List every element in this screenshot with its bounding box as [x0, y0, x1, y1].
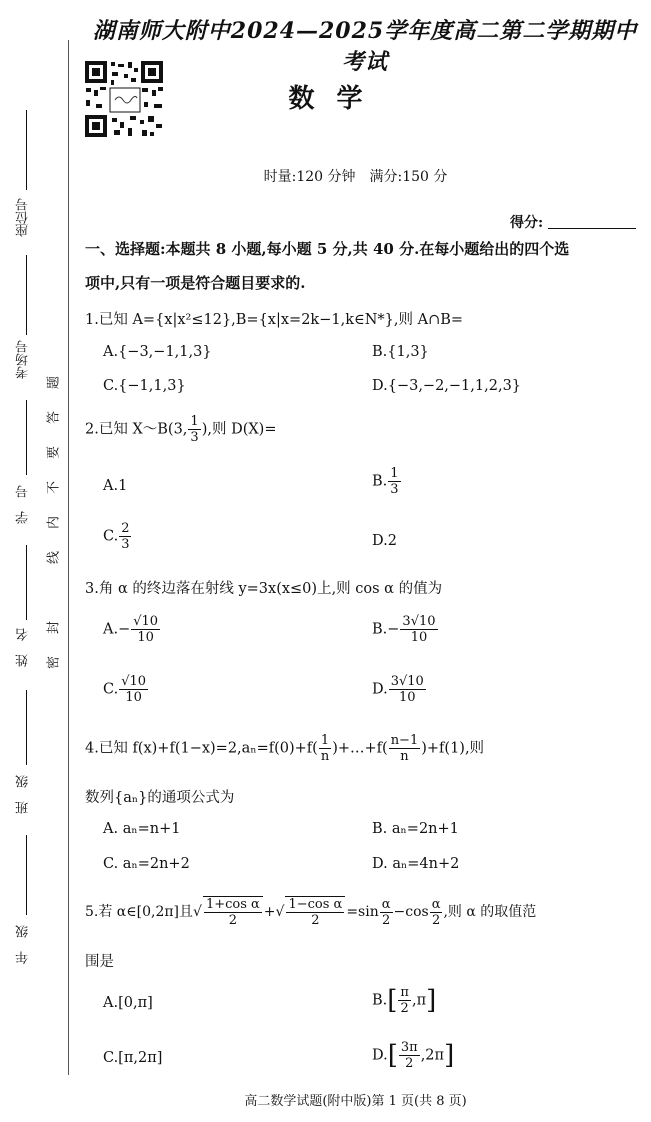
q1-option-a[interactable]: A.{−3,−1,1,3}	[103, 344, 212, 360]
question-4-line2: 数列{aₙ}的通项公式为	[85, 790, 235, 806]
q2-option-c[interactable]: C. $\frac{2}{3}$	[103, 521, 130, 552]
q2-option-a[interactable]: A.1	[103, 478, 128, 494]
q5-option-d[interactable]: D.[ $\frac{3\pi}{2}$ ,2π]	[372, 1040, 455, 1071]
page-footer: 高二数学试题(附中版)第 1 页(共 8 页)	[244, 1094, 467, 1109]
exam-title: 湖南师大附中2024—2025学年度高二第二学期期中考试	[92, 18, 638, 75]
q4-option-b[interactable]: B. aₙ=2n+1	[372, 821, 459, 837]
q5-option-b[interactable]: B.[ $\frac{\pi}{2}$ ,π]	[372, 985, 437, 1016]
q5-option-a[interactable]: A.[0,π]	[103, 995, 153, 1011]
seat-label: 座位号	[16, 198, 31, 237]
q3-option-d[interactable]: D. $\frac{3√10}{10}$	[372, 674, 424, 705]
q1-option-b[interactable]: B.{1,3}	[372, 344, 429, 360]
question-3-stem: 3.角 α 的终边落在射线 y=3x(x≤0)上,则 cos α 的值为	[85, 581, 443, 597]
student-id-label: 学 号	[16, 485, 31, 524]
name-blank	[26, 545, 28, 620]
room-blank	[26, 255, 28, 335]
q2-option-d[interactable]: D.2	[372, 533, 397, 549]
q3-option-b[interactable]: B.− $\frac{3√10}{10}$	[372, 614, 436, 645]
subject-title: 数学	[288, 84, 385, 114]
question-1-stem: 1.已知 A={x|x²≤12},B={x|x=2k−1,k∈N*},则 A∩B=	[85, 312, 464, 328]
question-2-stem: 2.已知 X～B(3, $\frac{1}{3}$ ),则 D(X)=	[85, 414, 277, 445]
question-5-stem: 5.若 α∈[0,2π]且√ $\frac{\text{1+cos α}}{2}$ +√ $\frac{\text{1−cos α}}{2}$ =sin $\frac{\alpha}{2}$ −cos $\frac{\alpha}{2}$ ,则 α 的取值范	[85, 896, 537, 928]
grade-label: 年 级	[16, 925, 31, 964]
score-label: 得分:	[510, 215, 544, 231]
grade-blank	[26, 835, 28, 915]
q1-option-d[interactable]: D.{−3,−2,−1,1,2,3}	[372, 378, 522, 394]
q3-option-c[interactable]: C. $\frac{√10}{10}$	[103, 674, 147, 705]
q5-option-c[interactable]: C.[π,2π]	[103, 1050, 163, 1066]
score-blank[interactable]	[548, 228, 636, 229]
q4-option-d[interactable]: D. aₙ=4n+2	[372, 856, 460, 872]
section-heading: 一、选择题:本题共 8 小题,每小题 5 分,共 40 分.在每小题给出的四个选 项中,只有一项是符合题目要求的.	[85, 240, 570, 292]
q3-option-a[interactable]: A.− $\frac{√10}{10}$	[103, 614, 159, 645]
question-4-stem: 4.已知 f(x)+f(1−x)=2,aₙ=f(0)+f( $\frac{1}{n}$ )+…+f( $\frac{n-1}{n}$ )+f(1),则	[85, 733, 485, 764]
q2-option-b[interactable]: B. $\frac{1}{3}$	[372, 466, 399, 497]
class-blank	[26, 690, 28, 765]
name-label: 姓 名	[16, 628, 31, 667]
time-score-info: 时量:120 分钟 满分:150 分	[263, 169, 448, 185]
q1-option-c[interactable]: C.{−1,1,3}	[103, 378, 186, 394]
room-label: 考场号	[16, 340, 31, 379]
binding-warning: 题 答 要 不 内 线 封 密	[46, 376, 62, 670]
student-id-blank	[26, 400, 28, 475]
q4-option-a[interactable]: A. aₙ=n+1	[103, 821, 181, 837]
q4-option-c[interactable]: C. aₙ=2n+2	[103, 856, 190, 872]
question-5-line2: 围是	[85, 954, 114, 970]
class-label: 班 级	[16, 775, 31, 814]
